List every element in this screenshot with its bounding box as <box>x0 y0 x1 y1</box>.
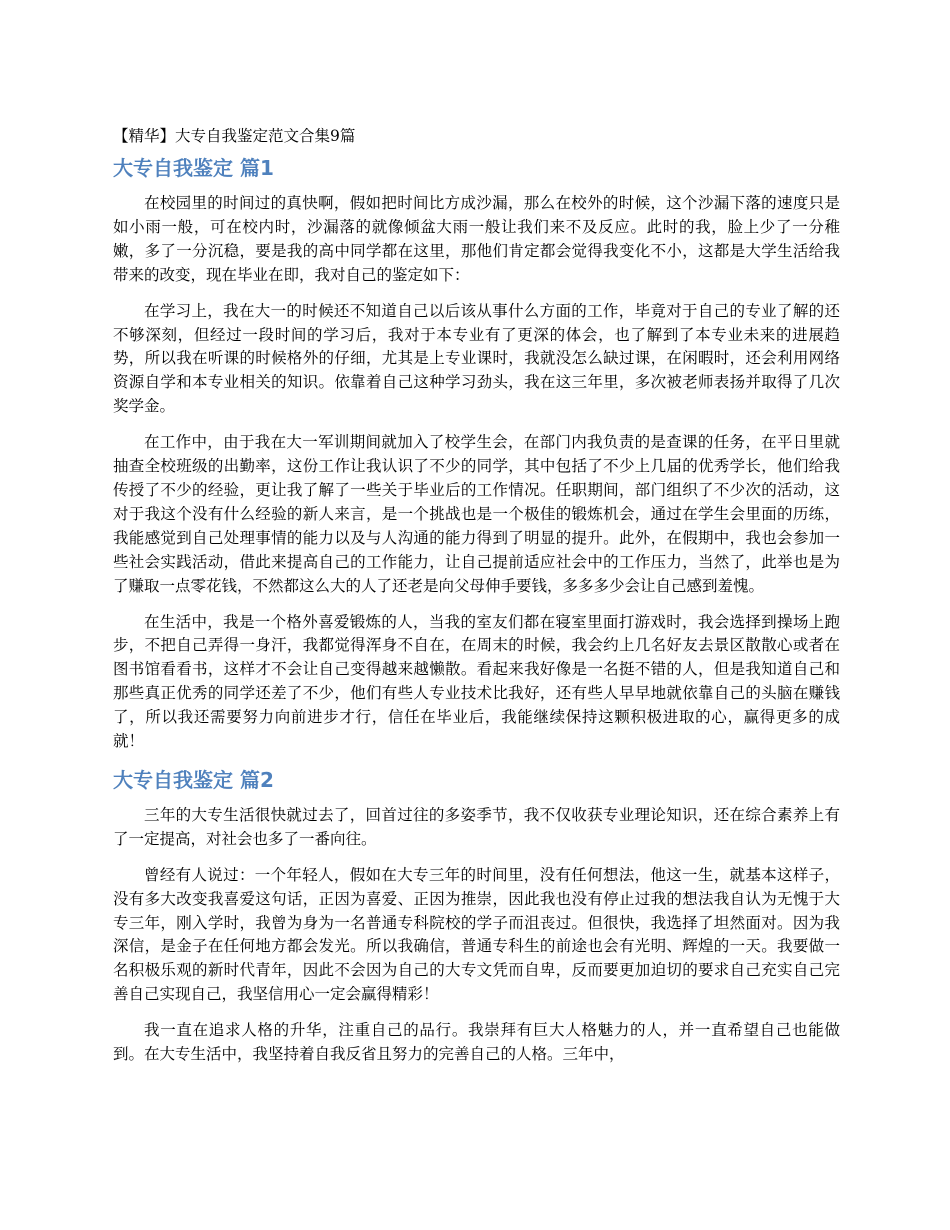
paragraph: 三年的大专生活很快就过去了，回首过往的多姿季节，我不仅收获专业理论知识，还在综合素养上有了一定提高，对社会也多了一番向往。 <box>113 805 840 848</box>
section-heading: 大专自我鉴定 篇2 <box>113 767 274 792</box>
section-1 <box>113 154 840 754</box>
paragraph: 曾经有人说过：一个年轻人，假如在大专三年的时间里，没有任何想法，他这一生，就基本这样子，没有多大改变我喜爱这句话，正因为喜爱、正因为推崇，因此我也没有停止过我的想法我自认为无愧于大专三年，刚入学时，我曾为身为一名普通专科院校的学子而沮丧过。但很快，我选择了坦然面对。因为我深信，是金子在任何地方都会发光。所以我确信，普通专科生的前途也会有光明、辉煌的一天。我要做一名积极乐观的新时代青年，因此不会因为自己的大专文凭而自卑，反而要更加迫切的要求自己充实自己完善自己实现自己，我坚信用心一定会赢得精彩！ <box>113 865 840 1004</box>
section-heading: 大专自我鉴定 篇1 <box>113 156 274 180</box>
paragraph: 在学习上，我在大一的时候还不知道自己以后该从事什么方面的工作，毕竟对于自己的专业了解的还不够深刻，但经过一段时间的学习后，我对于本专业有了更深的体会，也了解到了本专业未来的进展趋势，所以我在听课的时候格外的仔细，尤其是上专业课时，我就没怎么缺过课，在闲暇时，还会利用网络资源自学和本专业相关的知识。依靠着自己这种学习劲头，我在这三年里，多次被老师表扬并取得了几次奖学金。 <box>113 301 840 416</box>
paragraph: 我一直在追求人格的升华，注重自己的品行。我崇拜有巨大人格魅力的人，并一直希望自己也能做到。在大专生活中，我坚持着自我反省且努力的完善自己的人格。三年中， <box>113 1021 840 1064</box>
document-title: 【精华】大专自我鉴定范文合集9篇 <box>113 127 356 145</box>
section-2 <box>113 766 840 1067</box>
document-page <box>113 124 840 1079</box>
paragraph: 在生活中，我是一个格外喜爱锻炼的人，当我的室友们都在寝室里面打游戏时，我会选择到操场上跑步，不把自己弄得一身汗，我都觉得浑身不自在，在周末的时候，我会约上几名好友去景区散散心或者在图书馆看看书，这样才不会让自己变得越来越懒散。看起来我好像是一名挺不错的人，但是我知道自己和那些真正优秀的同学还差了不少，他们有些人专业技术比我好，还有些人早早地就依靠自己的头脑在赚钱了，所以我还需要努力向前进步才行，信任在毕业后，我能继续保持这颗积极进取的心，赢得更多的成就！ <box>113 612 840 751</box>
paragraph: 在校园里的时间过的真快啊，假如把时间比方成沙漏，那么在校外的时候，这个沙漏下落的速度只是如小雨一般，可在校内时，沙漏落的就像倾盆大雨一般让我们来不及反应。此时的我，脸上少了一分稚嫩，多了一分沉稳，要是我的高中同学都在这里，那他们肯定都会觉得我变化不小，这都是大学生活给我带来的改变，现在毕业在即，我对自己的鉴定如下： <box>113 194 840 284</box>
paragraph: 在工作中，由于我在大一军训期间就加入了校学生会，在部门内我负责的是查课的任务，在平日里就抽查全校班级的出勤率，这份工作让我认识了不少的同学，其中包括了不少上几届的优秀学长，他们给我传授了不少的经验，更让我了解了一些关于毕业后的工作情况。任职期间，部门组织了不少次的活动，这对于我这个没有什么经验的新人来言，是一个挑战也是一个极佳的锻炼机会，通过在学生会里面的历练，我能感觉到自己处理事情的能力以及与人沟通的能力得到了明显的提升。此外，在假期中，我也会参加一些社会实践活动，借此来提高自己的工作能力，让自己提前适应社会中的工作压力，当然了，此举也是为了赚取一点零花钱，不然都这么大的人了还老是向父母伸手要钱，多多多少会让自己感到羞愧。 <box>113 433 840 595</box>
